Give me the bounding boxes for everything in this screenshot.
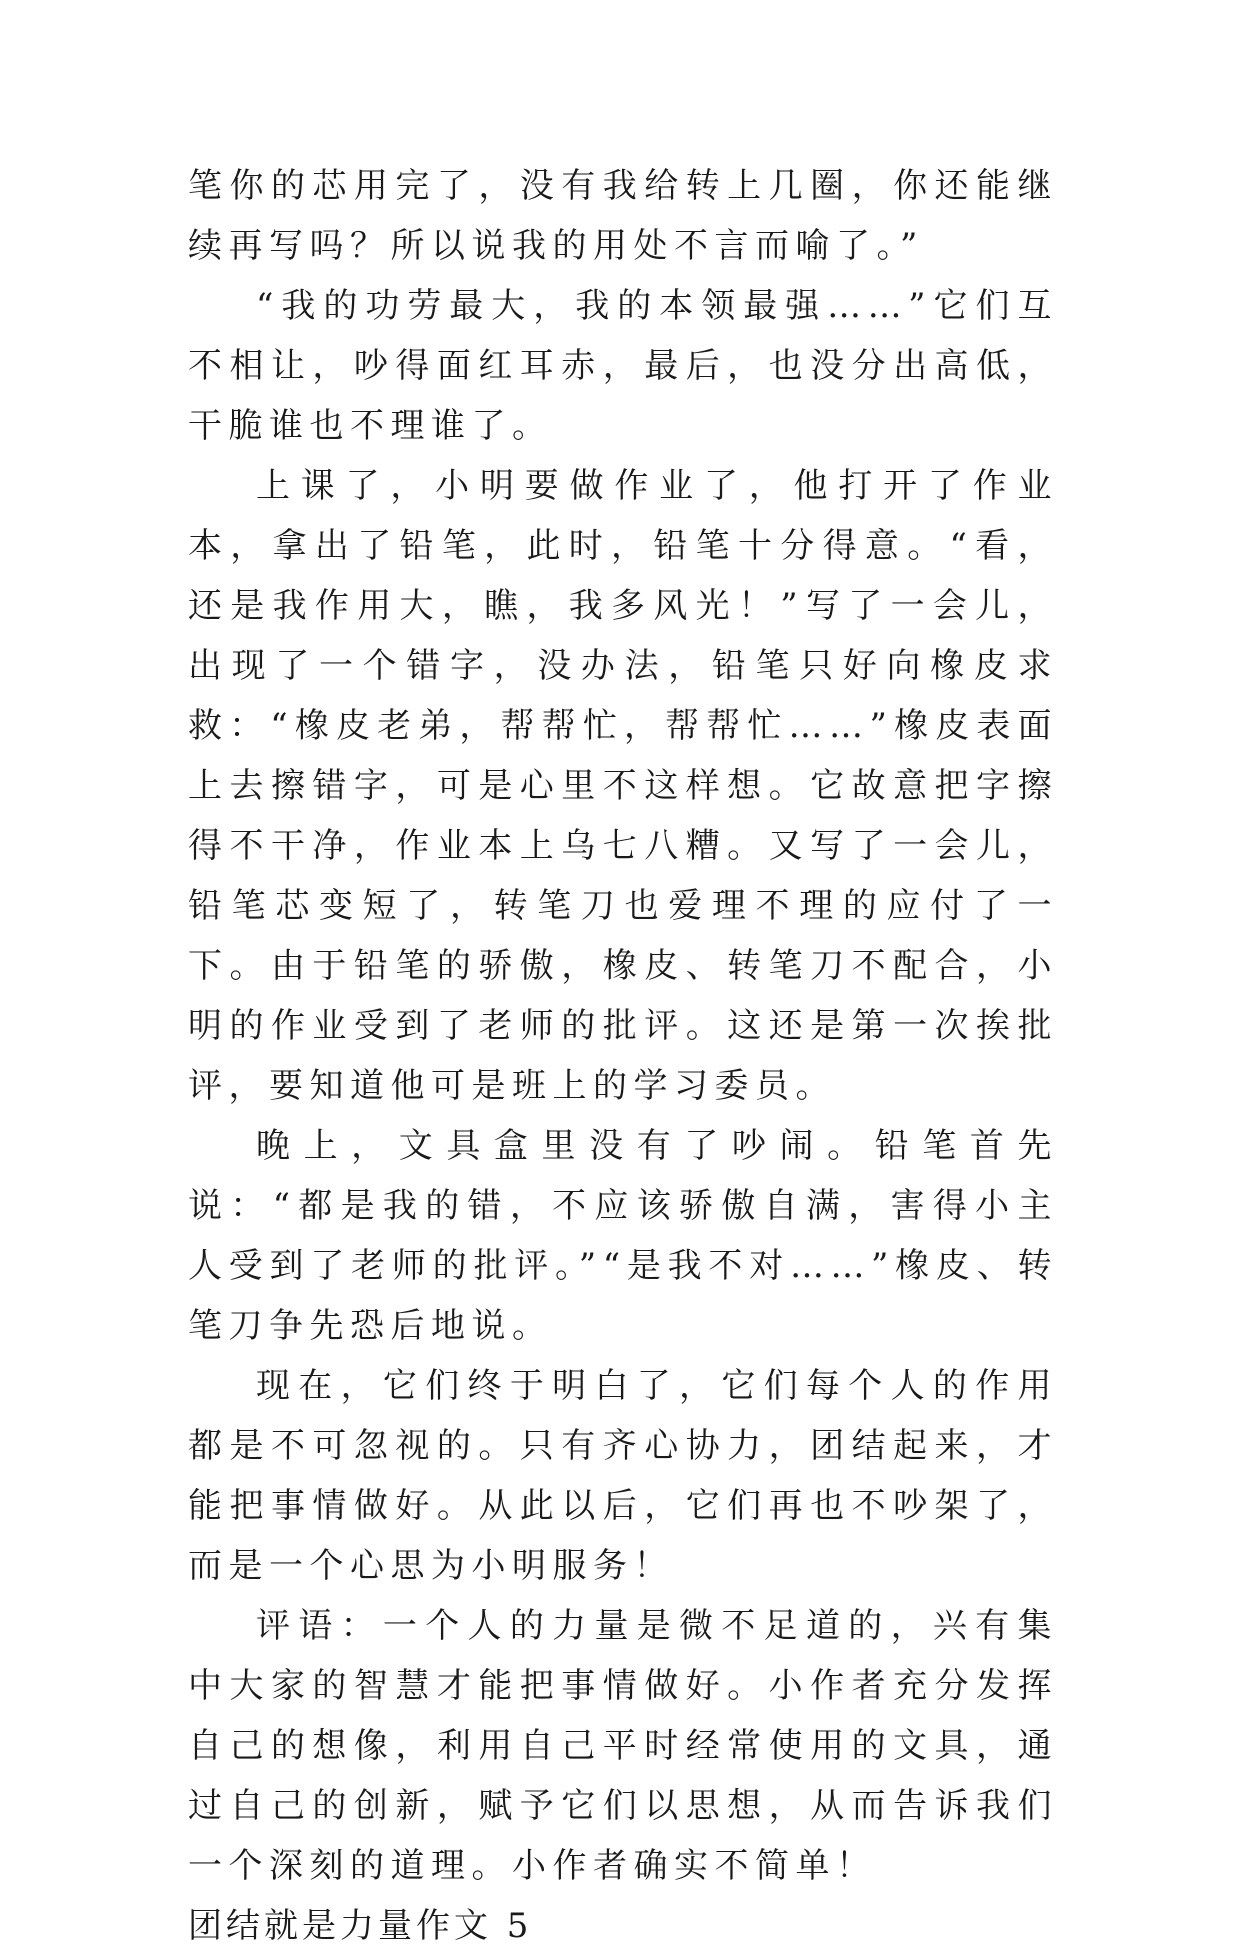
paragraph-3: 上课了，小明要做作业了，他打开了作业本，拿出了铅笔，此时，铅笔十分得意。“看，还是我作用大，瞧，我多风光！”写了一会儿，出现了一个错字，没办法，铅笔只好向橡皮求救：“橡皮老弟，帮帮忙，帮帮忙……”橡皮表面上去擦错字，可是心里不这样想。它故意把字擦得不干净，作业本上乌七八糟。又写了一会儿，铅笔芯变短了，转笔刀也爱理不理的应付了一下。由于铅笔的骄傲，橡皮、转笔刀不配合，小明的作业受到了老师的批评。这还是第一次挨批评，要知道他可是班上的学习委员。 bbox=[188, 466, 1058, 1106]
paragraph-4: 晚上，文具盒里没有了吵闹。铅笔首先说：“都是我的错，不应该骄傲自满，害得小主人受到了老师的批评。”“是我不对……”橡皮、转笔刀争先恐后地说。 bbox=[188, 1126, 1058, 1346]
section-title: 团结就是力量作文 5 bbox=[188, 1906, 533, 1946]
paragraph-5: 现在，它们终于明白了，它们每个人的作用都是不可忽视的。只有齐心协力，团结起来，才能把事情做好。从此以后，它们再也不吵架了，而是一个心思为小明服务！ bbox=[188, 1366, 1058, 1586]
paragraph-2: “我的功劳最大，我的本领最强……”它们互不相让，吵得面红耳赤，最后，也没分出高低，干脆谁也不理谁了。 bbox=[188, 286, 1058, 446]
paragraph-1: 笔你的芯用完了，没有我给转上几圈，你还能继续再写吗？所以说我的用处不言而喻了。” bbox=[188, 166, 1058, 266]
paragraph-6: 评语：一个人的力量是微不足道的，兴有集中大家的智慧才能把事情做好。小作者充分发挥自己的想像，利用自己平时经常使用的文具，通过自己的创新，赋予它们以思想，从而告诉我们一个深刻的道理。小作者确实不简单！ bbox=[188, 1606, 1058, 1886]
document-body bbox=[188, 156, 1058, 1956]
